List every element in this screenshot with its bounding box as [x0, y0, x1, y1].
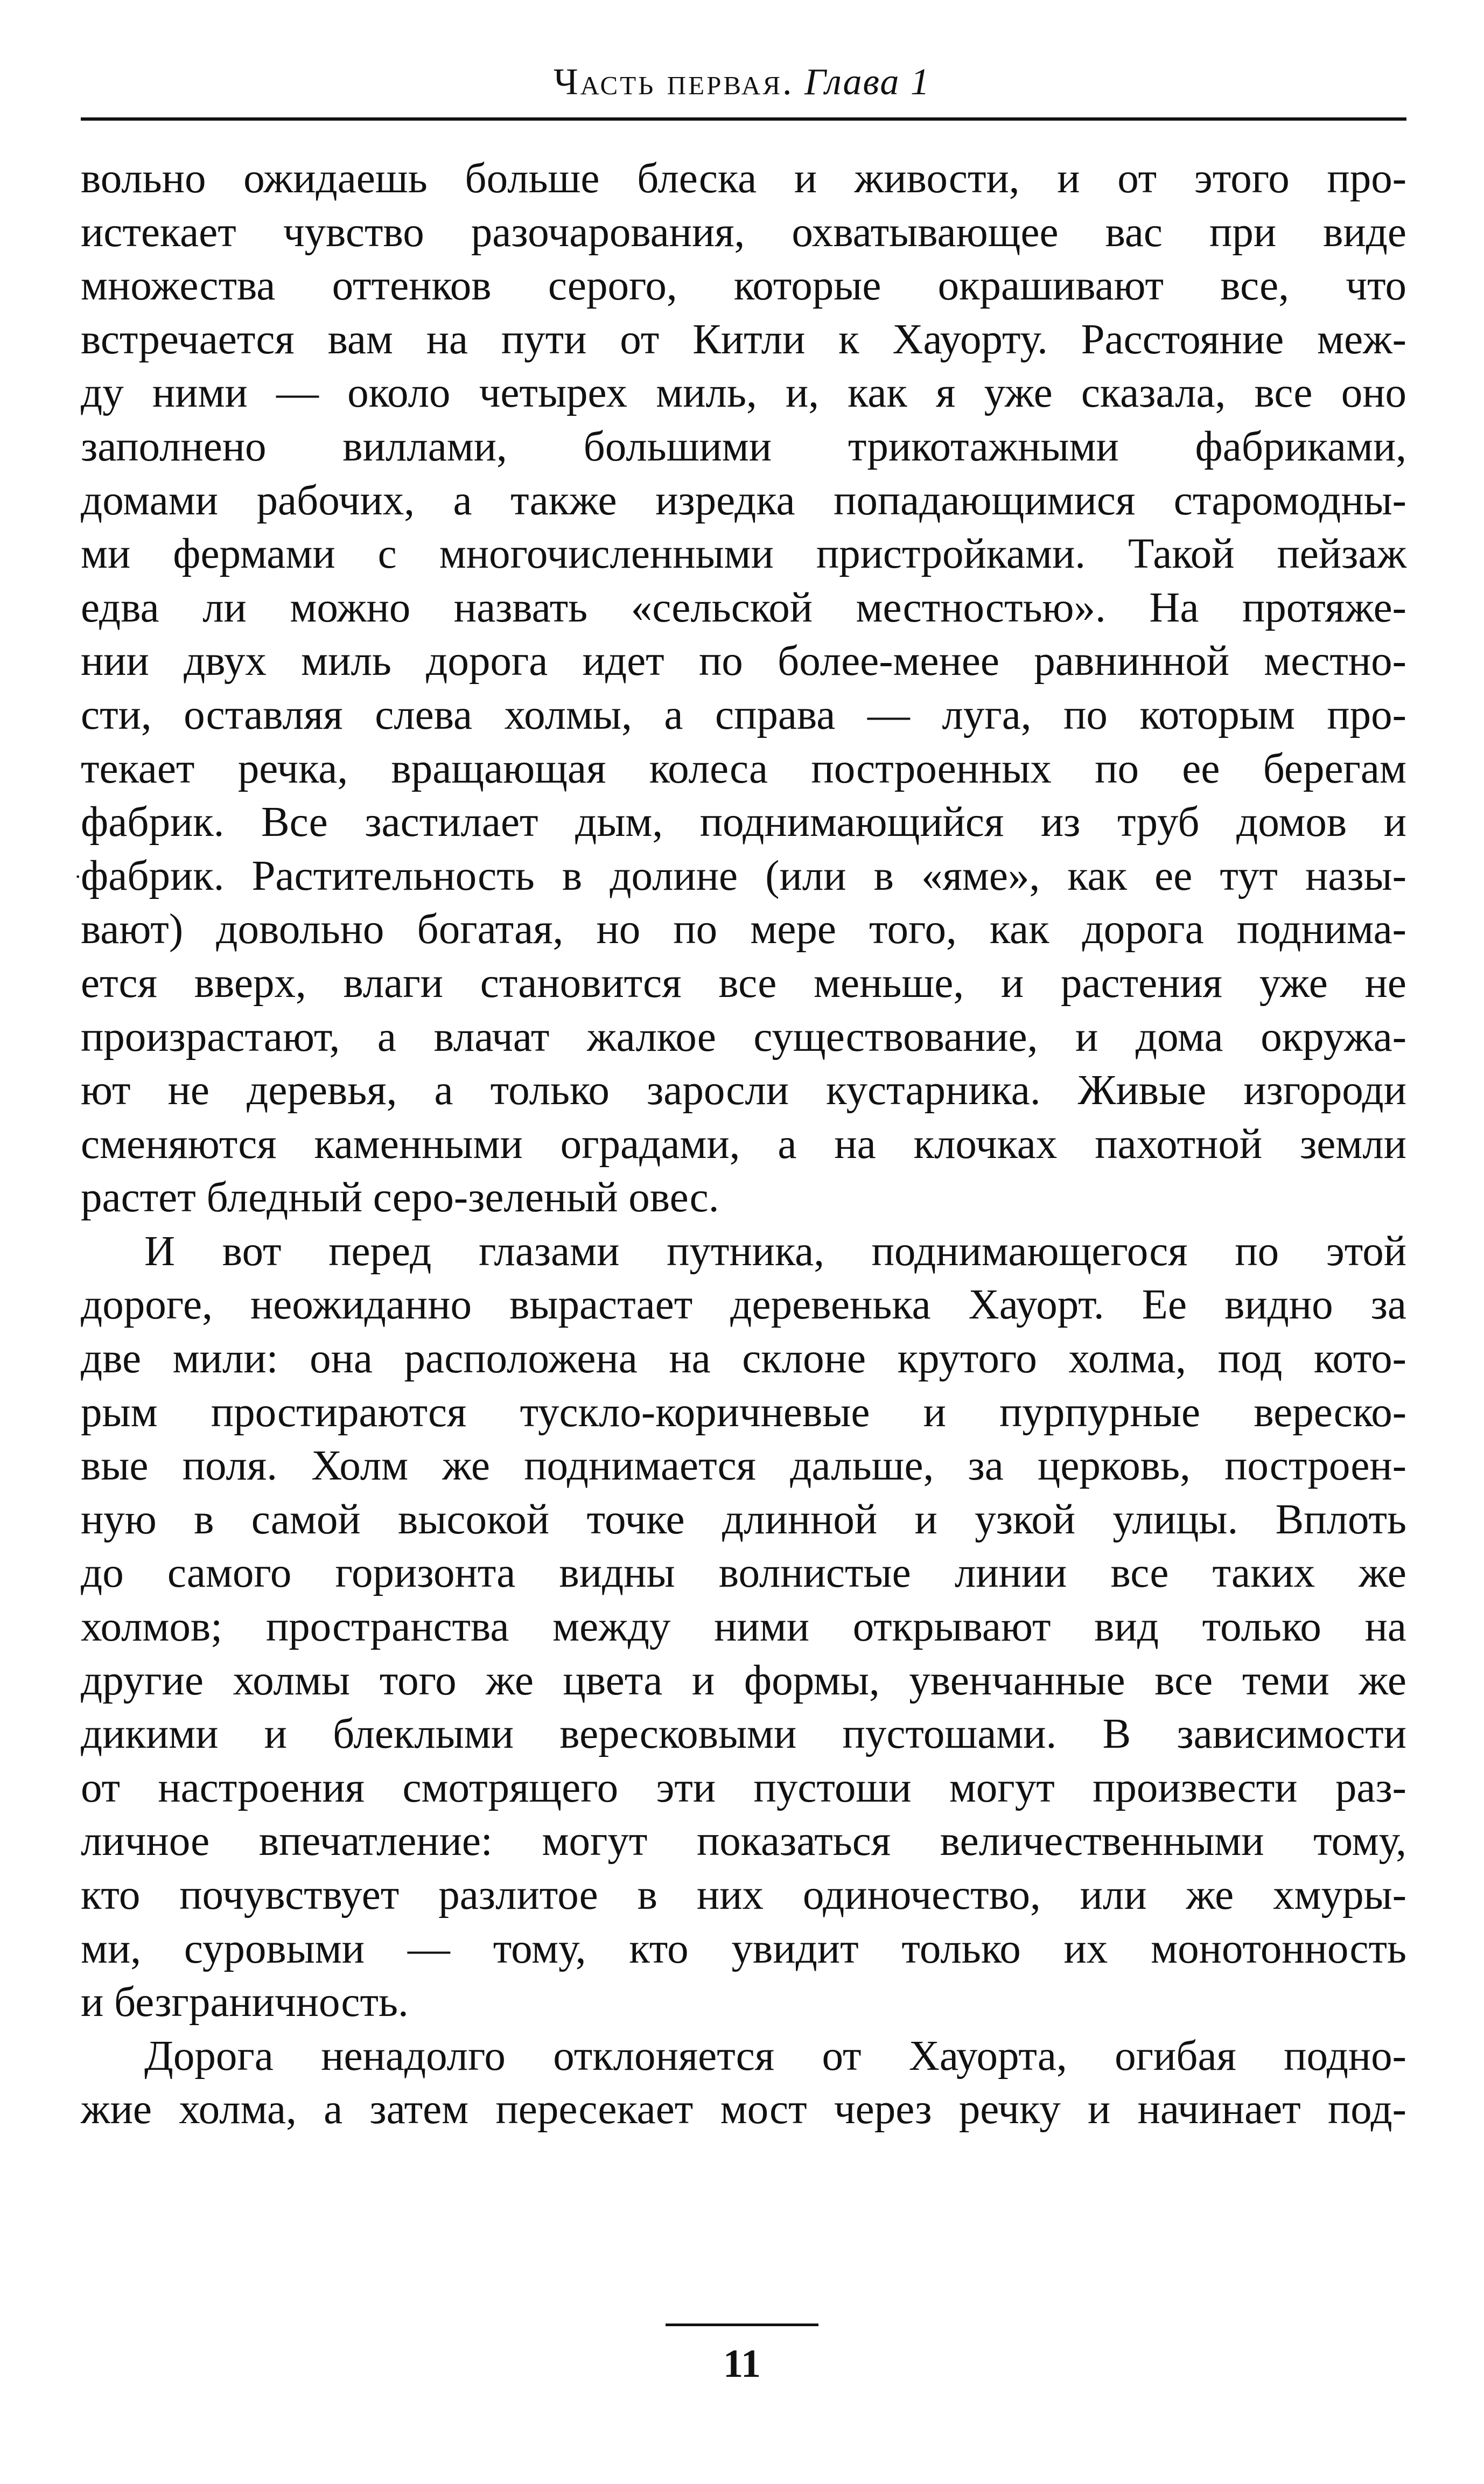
text-line: кто почувствует разлитое в них одиночество, или же хмуры- — [81, 1872, 1406, 1918]
text-line: множества оттенков серого, которые окрашивают все, что — [81, 262, 1406, 310]
text-line: заполнено виллами, большими трикотажными фабриками, — [81, 423, 1406, 470]
page-number: 11 — [723, 2342, 761, 2386]
running-head — [0, 61, 1484, 103]
text-line: домами рабочих, а также изредка попадающимися старомодны- — [81, 477, 1406, 524]
text-line: сти, оставляя слева холмы, а справа — луга, по которым про- — [81, 691, 1406, 738]
text-line: ют не деревья, а только заросли кустарника. Живые изгороди — [81, 1067, 1406, 1114]
text-line: вые поля. Холм же поднимается дальше, за церковь, построен- — [81, 1442, 1406, 1490]
text-line: другие холмы того же цвета и формы, увенчанные все теми же — [81, 1657, 1406, 1704]
text-line: от настроения смотрящего эти пустоши могут произвести раз- — [81, 1764, 1406, 1811]
footer-rule — [666, 2323, 818, 2326]
text-line: ми фермами с многочисленными пристройками. Такой пейзаж — [81, 531, 1406, 578]
text-line: произрастают, а влачат жалкое существование, и дома окружа- — [81, 1013, 1406, 1060]
text-line: ми, суровыми — тому, кто увидит только их монотонность — [81, 1925, 1406, 1972]
text-line: фабрик. Все застилает дым, поднимающийся из труб домов и — [81, 799, 1406, 846]
text-line: ется вверх, влаги становится все меньше, и растения уже не — [81, 959, 1406, 1007]
body-text — [81, 152, 1406, 2137]
text-line: ную в самой высокой точке длинной и узкой улицы. Вплоть — [81, 1496, 1406, 1543]
text-line: две мили: она расположена на склоне крутого холма, под кото- — [81, 1335, 1406, 1383]
text-line: ду ними — около четырех миль, и, как я уже сказала, все оно — [81, 369, 1406, 417]
text-line: Дорога ненадолго отклоняется от Хауорта, огибая подно- — [144, 2032, 1406, 2080]
text-line: рым простираются тускло-коричневые и пурпурные вереско- — [81, 1388, 1406, 1436]
running-head-chapter: Глава 1 — [804, 61, 930, 103]
text-line: до самого горизонта видны волнистые линии все таких же — [81, 1550, 1406, 1597]
text-line: встречается вам на пути от Китли к Хауорту. Расстояние меж- — [81, 316, 1406, 363]
text-line: нии двух миль дорога идет по более-менее равнинной местно- — [81, 638, 1406, 685]
text-line: вают) довольно богатая, но по мере того, как дорога поднима- — [81, 906, 1406, 953]
stray-ink-mark: · — [74, 864, 82, 889]
running-head-part: Часть первая. — [554, 61, 794, 103]
text-line: фабрик. Растительность в долине (или в «яме», как ее тут назы- — [81, 852, 1406, 899]
text-line: едва ли можно назвать «сельской местностью». На протяже- — [81, 584, 1406, 631]
text-line: жие холма, а затем пересекает мост через речку и начинает под- — [81, 2086, 1406, 2133]
header-rule — [81, 117, 1406, 121]
text-line: растет бледный серо-зеленый овес. — [81, 1174, 719, 1222]
text-line: сменяются каменными оградами, а на клочках пахотной земли — [81, 1120, 1406, 1168]
text-line: холмов; пространства между ними открывают вид только на — [81, 1603, 1406, 1651]
text-line: И вот перед глазами путника, поднимающегося по этой — [144, 1227, 1406, 1275]
text-line: вольно ожидаешь больше блеска и живости, и от этого про- — [81, 155, 1406, 202]
text-line: и безграничность. — [81, 1979, 409, 2026]
text-line: дикими и блеклыми вересковыми пустошами. В зависимости — [81, 1711, 1406, 1758]
text-line: дороге, неожиданно вырастает деревенька Хауорт. Ее видно за — [81, 1281, 1406, 1329]
text-line: истекает чувство разочарования, охватывающее вас при виде — [81, 208, 1406, 256]
text-line: текает речка, вращающая колеса построенных по ее берегам — [81, 745, 1406, 792]
text-line: личное впечатление: могут показаться величественными тому, — [81, 1818, 1406, 1865]
